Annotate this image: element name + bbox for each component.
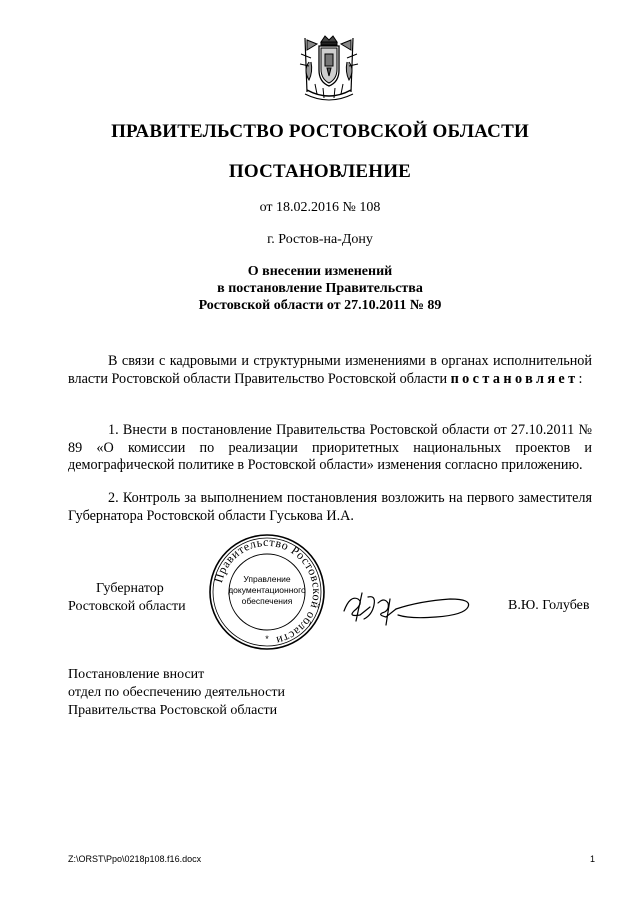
subject-line: в постановление Правительства — [217, 281, 423, 296]
stamp-star-icon: * — [265, 634, 269, 644]
coat-of-arms-emblem — [297, 32, 361, 108]
preamble-text: В связи с кадровыми и структурными изменениями в органах исполнительной власти Ростовской области Правительство Ростовской области — [68, 353, 592, 387]
submitter-line: Правительства Ростовской области — [68, 703, 278, 718]
decree-item-1: 1. Внести в постановление Правительства Ростовской области от 27.10.2011 № 89 «О комиссии по реализации приоритетных национальных проектов и демографической политике в Ростовской области» изменения согласно приложению. — [68, 422, 592, 473]
page-number: 1 — [590, 854, 596, 864]
subject-line: О внесении изменений — [247, 264, 393, 279]
document-city: г. Ростов-на-Дону — [267, 232, 373, 247]
signatory-title-line: Губернатор — [96, 581, 164, 596]
footer-file-path: Z:\ORST\Ppo\0218p108.f16.docx — [68, 854, 202, 864]
document-type-heading: ПОСТАНОВЛЕНИЕ — [228, 161, 412, 182]
document-date-number: от 18.02.2016 № 108 — [259, 200, 381, 215]
signatory-name: В.Ю. Голубев — [508, 598, 590, 613]
submitter-block — [68, 666, 285, 720]
stamp-center-line: документационного — [228, 585, 306, 595]
stamp-center-line: обеспечения — [241, 596, 293, 606]
decree-word: постановляет — [450, 370, 579, 387]
organization-title: ПРАВИТЕЛЬСТВО РОСТОВСКОЙ ОБЛАСТИ — [111, 121, 529, 142]
official-stamp — [207, 532, 327, 652]
signatory-title — [68, 580, 208, 616]
handwritten-signature — [340, 585, 475, 630]
stamp-ring-text: Правительство Ростовской области — [211, 534, 325, 649]
decree-colon: : — [578, 370, 583, 387]
stamp-center-line: Управление — [243, 574, 291, 584]
decree-item-2: 2. Контроль за выполнением постановления возложить на первого заместителя Губернатора Ростовской области Гуськова И.А. — [68, 490, 592, 524]
preamble-paragraph — [68, 353, 592, 388]
document-subject — [0, 263, 640, 314]
signatory-title-line: Ростовской области — [68, 599, 186, 614]
subject-line: Ростовской области от 27.10.2011 № 89 — [198, 298, 442, 313]
submitter-line: Постановление вносит — [68, 667, 205, 682]
submitter-line: отдел по обеспечению деятельности — [68, 685, 285, 700]
